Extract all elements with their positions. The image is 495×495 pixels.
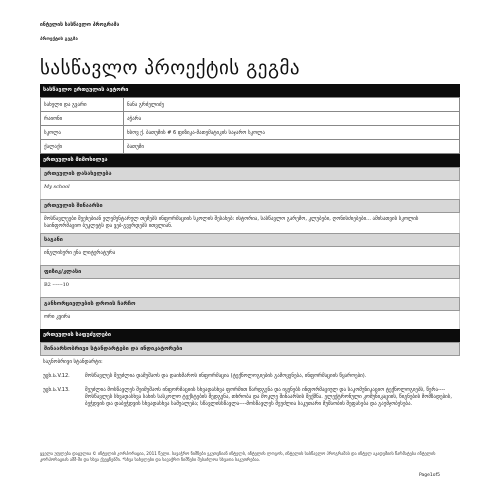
- field-label-subject: საგანი: [40, 233, 460, 247]
- standard-item: [43, 387, 457, 408]
- field-value-unit-summary: მოსწავლეები შეეხებიან ელემენტარულ თემებს ინფორმაციის სკოლის შესახებ: ისტორია, სასწავლო გარემო, კლუბები, ღონისძიებები... ამისათვის სკოლის საინფორმაციო ბუკლეტს და ვებ-გვერდებს ითვლიან.: [40, 213, 460, 233]
- section-overview-header: ერთეულის მიმოხილვა: [40, 154, 460, 167]
- author-info-table: [40, 97, 460, 154]
- section-foundations-header: ერთეულის საფუძვლები: [40, 329, 460, 342]
- page-title: სასწავლო პროექტის გეგმა: [40, 57, 301, 79]
- standard-code: უცხ.Ს.V.12.: [43, 373, 70, 379]
- standard-text: მოსწავლეს შეუძლია დამუშაოს და დაიხმაროს ინფორმაცია (ტექნოლოგიების გამოყენება, ინფორმაციის წყაროები).: [85, 373, 367, 379]
- info-value: ხსოვ ქ. ბათუმის # 6 ფიზიკა-მათემატიკის საჯარო სკოლა: [124, 126, 460, 140]
- plan-sheet: [40, 84, 460, 412]
- standard-code: უცხ.Ს.V.13.: [43, 387, 70, 393]
- field-value-unit-title: My school: [40, 181, 460, 199]
- field-label-grade: ფიზიკ/კლასი: [40, 265, 460, 279]
- info-value: ნანა გრძელიძე: [124, 98, 460, 112]
- standard-text: შეუძლია მოსწავლეს შეიმუშაოს ინფორმაციის სხვადასხვა ფორმით წარდგენა და იყენებს ინფორმაციულ და საკომუნიკაციო ტექნოლოგიებს, წერა----მოსწავლეს სხვადასხვა სახის სასკოლო ტექსტების შედგენა, თხრობა და მოკლე შინაარსის შექმნა. ელექტრონული კომუნიკაციის, წიგნების მომზადების, ბეჭდვის და დაბეჭდვის სხვადასხვა საშუალება; სწავლისსწავლა----მოსწავლეს შეუძლია საკუთარი მუშაობის შეფასება და გაუმჯობესება.: [85, 387, 452, 407]
- info-label: სახელი და გვარი: [41, 98, 124, 112]
- header-program-name: ინტელის სასწავლო პროგრამა: [40, 22, 120, 28]
- field-label-standards: შინაარსობრივი სტანდარტები და ინდიკატორები: [40, 342, 460, 356]
- info-row-city: [41, 140, 460, 154]
- field-label-timeframe: განხორციელების დროის ჩარჩო: [40, 297, 460, 311]
- field-value-timeframe: ორი კვირა: [40, 311, 460, 329]
- info-label: ქალაქი: [41, 140, 124, 154]
- header-document-type: პროექტის გეგმა: [40, 37, 78, 42]
- info-value: აჭარა: [124, 112, 460, 126]
- standards-intro: საგნობრივი სტანდარტი:: [43, 359, 103, 365]
- page-number: Page1of5: [419, 473, 440, 478]
- info-label: რაიონი: [41, 112, 124, 126]
- standard-item: [43, 373, 457, 380]
- field-label-unit-title: ერთეულის დასახელება: [40, 167, 460, 181]
- info-row-region: [41, 112, 460, 126]
- standards-block: [40, 356, 460, 412]
- field-value-grade: B2 ------10: [40, 279, 460, 297]
- footer-copyright: ყველა უფლება დაცულია © ინტელის კორპორაცია, 2011 წელი. სავაჭრო ნიშნები ეკუთვნიან ინტელს, ინტელის ლოგოს, ინტელის სასწავლო პროგრამას და ინტელ აკადემიის წარმატება ინტელის კორპორაციას აშშ-ში და სხვა ქვეყნებში. *სხვა სახელები და სავაჭრო ნიშნები შესაძლოა სხვათა საკუთრებაა.: [40, 451, 436, 462]
- info-label: სკოლა: [41, 126, 124, 140]
- info-row-name: [41, 98, 460, 112]
- info-value: ბათუმი: [124, 140, 460, 154]
- field-label-unit-summary: ერთეულის შინაარსი: [40, 199, 460, 213]
- section-author-header: სასწავლო ერთეულის ავტორი: [40, 84, 460, 97]
- info-row-school: [41, 126, 460, 140]
- field-value-subject: ინგლისური ენა ლიტერატურა: [40, 247, 460, 265]
